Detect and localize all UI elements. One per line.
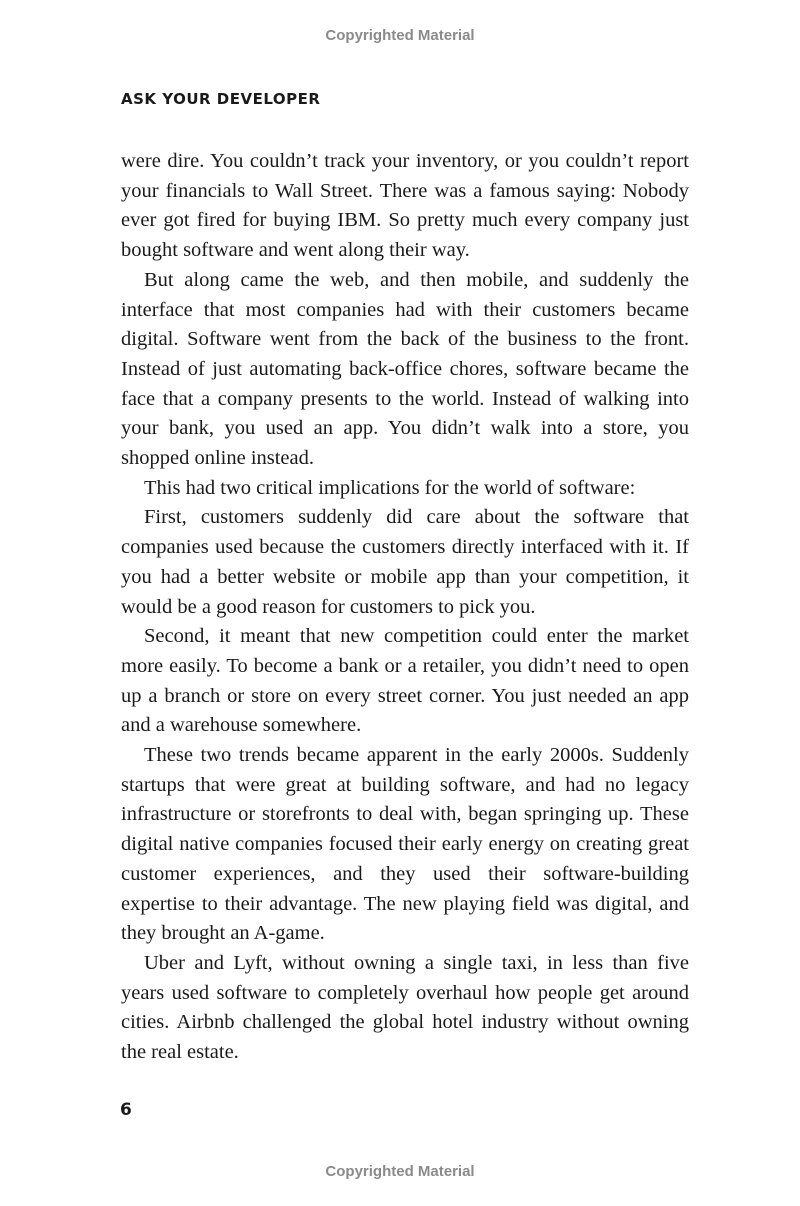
paragraph: were dire. You couldn’t track your inventory, or you couldn’t report your financials to Wall Street. There was a famous saying: Nobody ever got fired for buying IBM. So pretty much every company just bought software and went along their way. bbox=[121, 150, 689, 262]
paragraph: These two trends became apparent in the early 2000s. Suddenly startups that were great at building software, and had no legacy infrastructure or storefronts to deal with, began springing up. These digital native companies focused their early energy on creating great customer experiences, and they used their software-building expertise to their advantage. The new playing field was digital, and they brought an A-game. bbox=[121, 744, 689, 945]
paragraph: This had two critical implications for the world of software: bbox=[144, 476, 636, 499]
running-head-title: ASK YOUR DEVELOPER bbox=[121, 90, 321, 108]
copyright-watermark-bottom: Copyrighted Material bbox=[325, 1163, 475, 1180]
paragraph: Uber and Lyft, without owning a single taxi, in less than five years used software to completely overhaul how people get around cities. Airbnb challenged the global hotel industry without owning the real estate. bbox=[121, 951, 689, 1064]
paragraph: First, customers suddenly did care about the software that companies used because the customers directly interfaced with it. If you had a better website or mobile app than your competition, it would be a good reason for customers to pick you. bbox=[121, 506, 689, 618]
copyright-watermark-top: Copyrighted Material bbox=[325, 27, 475, 44]
paragraph: Second, it meant that new competition could enter the market more easily. To become a bank or a retailer, you didn’t need to open up a branch or store on every street corner. You just needed an app and a warehouse somewhere. bbox=[121, 625, 689, 737]
page-number: 6 bbox=[120, 1100, 132, 1120]
body-text bbox=[121, 147, 689, 1068]
paragraph: But along came the web, and then mobile, and suddenly the interface that most companies had with their customers became digital. Software went from the back of the business to the front. Instead of just automating back-office chores, software became the face that a company presents to the world. Instead of walking into your bank, you used an app. You didn’t walk into a store, you shopped online instead. bbox=[121, 268, 689, 470]
